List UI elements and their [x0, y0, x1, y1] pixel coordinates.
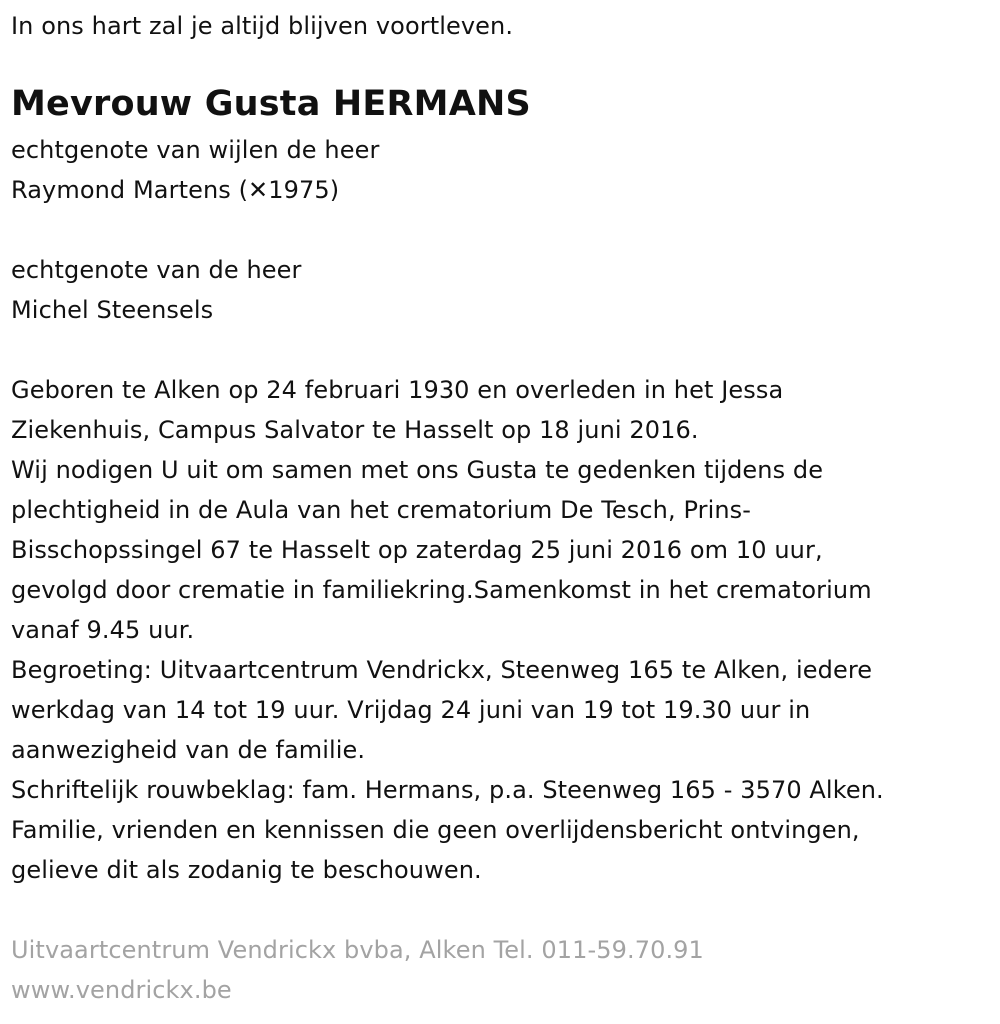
- body-line: plechtigheid in de Aula van het crematorium De Tesch, Prins-: [11, 496, 752, 524]
- body-line: Bisschopssingel 67 te Hasselt op zaterdag 25 juni 2016 om 10 uur,: [11, 536, 823, 564]
- body-line: Ziekenhuis, Campus Salvator te Hasselt op 18 juni 2016.: [11, 416, 699, 444]
- body-line: gevolgd door crematie in familiekring.Samenkomst in het crematorium: [11, 576, 872, 604]
- body-line: gelieve dit als zodanig te beschouwen.: [11, 856, 482, 884]
- funeral-home-website: www.vendrickx.be: [11, 976, 232, 1004]
- funeral-home-footer: [11, 930, 1000, 1010]
- spouse-block-1: [11, 130, 1000, 210]
- spouse-name-line: Raymond Martens (✕1975): [11, 176, 340, 204]
- body-line: vanaf 9.45 uur.: [11, 616, 195, 644]
- funeral-home-contact: Uitvaartcentrum Vendrickx bvba, Alken Tel. 011-59.70.91: [11, 936, 704, 964]
- body-line: Schriftelijk rouwbeklag: fam. Hermans, p.a. Steenweg 165 - 3570 Alken.: [11, 776, 884, 804]
- deceased-name: Mevrouw Gusta HERMANS: [11, 84, 531, 124]
- body-line: Geboren te Alken op 24 februari 1930 en overleden in het Jessa: [11, 376, 784, 404]
- spouse-block-2: [11, 250, 1000, 330]
- spouse-relation-line: echtgenote van de heer: [11, 256, 302, 284]
- motto-text: In ons hart zal je altijd blijven voortleven.: [11, 12, 514, 40]
- body-line: Familie, vrienden en kennissen die geen overlijdensbericht ontvingen,: [11, 816, 860, 844]
- body-line: aanwezigheid van de familie.: [11, 736, 366, 764]
- spacer: [11, 210, 1000, 250]
- body-line: werkdag van 14 tot 19 uur. Vrijdag 24 juni van 19 tot 19.30 uur in: [11, 696, 811, 724]
- spouse-name-line: Michel Steensels: [11, 296, 214, 324]
- notice-body: [11, 370, 1000, 890]
- body-line: Wij nodigen U uit om samen met ons Gusta te gedenken tijdens de: [11, 456, 824, 484]
- body-line: Begroeting: Uitvaartcentrum Vendrickx, Steenweg 165 te Alken, iedere: [11, 656, 873, 684]
- spouse-relation-line: echtgenote van wijlen de heer: [11, 136, 380, 164]
- spacer: [11, 330, 1000, 370]
